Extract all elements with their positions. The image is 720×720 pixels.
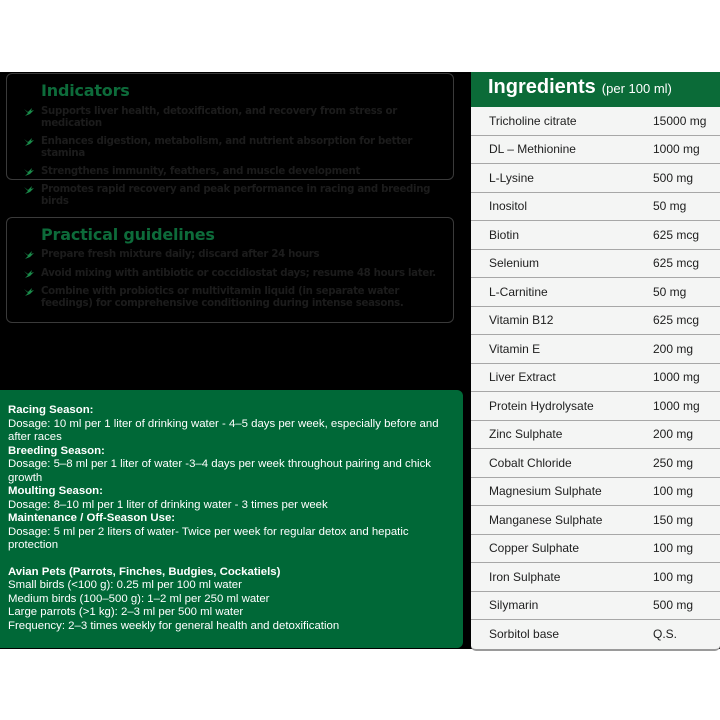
table-row — [471, 392, 720, 421]
table-row — [471, 164, 720, 193]
table-row — [471, 250, 720, 279]
ingredient-name: Cobalt Chloride — [489, 455, 572, 470]
table-row — [471, 335, 720, 364]
ingredient-name: Zinc Sulphate — [489, 427, 563, 442]
bird-bullet-icon — [23, 287, 35, 297]
ingredient-amount: 625 mcg — [653, 227, 700, 242]
table-row — [471, 307, 720, 336]
bird-bullet-icon — [23, 137, 35, 147]
ingredient-name: Vitamin E — [489, 341, 541, 356]
table-row — [471, 506, 720, 535]
bird-bullet-icon — [23, 167, 35, 177]
avian-line: Frequency: 2–3 times weekly for general health and detoxification — [8, 619, 340, 632]
ingredient-amount: 1000 mg — [653, 142, 700, 157]
maintenance-text: Dosage: 5 ml per 2 liters of water- Twice per week for regular detox and hepatic protection — [8, 525, 409, 551]
list-item: Prepare fresh mixture daily; discard after 24 hours — [19, 249, 447, 261]
table-row — [471, 364, 720, 393]
ingredient-amount: 1000 mg — [653, 370, 700, 385]
ingredient-amount: 1000 mg — [653, 398, 700, 413]
table-row — [471, 107, 720, 136]
list-item: Avoid mixing with antibiotic or coccidiostat days; resume 48 hours later. — [19, 268, 447, 280]
ingredient-amount: 15000 mg — [653, 113, 707, 128]
bird-bullet-icon — [23, 107, 35, 117]
ingredients-panel — [471, 72, 720, 649]
ingredient-amount: 500 mg — [653, 598, 694, 613]
avian-line: Large parrots (>1 kg): 2–3 ml per 500 ml water — [8, 606, 244, 618]
bird-bullet-icon — [23, 269, 35, 279]
bird-bullet-icon — [23, 250, 35, 260]
list-item: Combine with probiotics or multivitamin liquid (in separate water feedings) for comprehensive conditioning during intense seasons. — [19, 286, 447, 310]
list-item: Enhances digestion, metabolism, and nutrient absorption for better stamina — [19, 136, 447, 160]
table-row — [471, 449, 720, 478]
ingredient-name: Inositol — [489, 199, 528, 214]
ingredient-name: Iron Sulphate — [489, 569, 561, 584]
ingredient-name: L-Lysine — [489, 170, 534, 185]
ingredient-amount: 200 mg — [653, 341, 694, 356]
list-item: Promotes rapid recovery and peak performance in racing and breeding birds — [19, 184, 447, 208]
avian-line: Medium birds (100–500 g): 1–2 ml per 250 ml water — [8, 592, 270, 605]
ingredient-amount: Q.S. — [653, 627, 678, 642]
table-row — [471, 221, 720, 250]
table-row — [471, 592, 720, 621]
ingredient-amount: 250 mg — [653, 455, 694, 470]
ingredients-header — [471, 72, 720, 107]
ingredient-amount: 100 mg — [653, 541, 694, 556]
indicators-list — [19, 106, 447, 214]
ingredient-amount: 100 mg — [653, 569, 694, 584]
ingredient-name: Sorbitol base — [489, 627, 560, 642]
table-row — [471, 535, 720, 564]
breeding-season-heading: Breeding Season: — [8, 444, 105, 457]
spacer — [8, 553, 455, 566]
indicators-panel — [6, 73, 454, 207]
avian-pets-heading: Avian Pets (Parrots, Finches, Budgies, Cockatiels) — [8, 565, 281, 578]
ingredient-name: L-Carnitine — [489, 284, 548, 299]
ingredients-table — [471, 107, 720, 651]
guidelines-title: Practical guidelines — [41, 225, 215, 244]
ingredient-amount: 625 mcg — [653, 313, 700, 328]
ingredient-name: Tricholine citrate — [489, 113, 577, 128]
bird-bullet-icon — [23, 185, 35, 195]
ingredients-subtitle: (per 100 ml) — [601, 81, 672, 96]
table-row — [471, 563, 720, 592]
moulting-season-text: Dosage: 8–10 ml per 1 liter of drinking water - 3 times per week — [8, 498, 328, 511]
dosage-panel — [0, 390, 463, 648]
guidelines-list — [19, 249, 447, 317]
ingredient-name: Liver Extract — [489, 370, 556, 385]
ingredient-name: DL – Methionine — [489, 142, 576, 157]
table-row — [471, 193, 720, 222]
moulting-season-heading: Moulting Season: — [8, 485, 103, 497]
table-row — [471, 478, 720, 507]
ingredient-name: Magnesium Sulphate — [489, 484, 602, 499]
breeding-season-text: Dosage: 5–8 ml per 1 liter of water -3–4 days per week throughout pairing and chick growth — [8, 458, 431, 484]
ingredient-name: Vitamin B12 — [489, 313, 554, 328]
guidelines-panel — [6, 217, 454, 323]
list-item: Supports liver health, detoxification, and recovery from stress or medication — [19, 106, 447, 130]
ingredient-amount: 50 mg — [653, 199, 687, 214]
racing-season-text: Dosage: 10 ml per 1 liter of drinking water - 4–5 days per week, especially before and after races — [8, 417, 439, 443]
list-item: Strengthens immunity, feathers, and muscle development — [19, 166, 447, 178]
table-row — [471, 278, 720, 307]
ingredient-name: Protein Hydrolysate — [489, 398, 594, 413]
ingredient-name: Selenium — [489, 256, 540, 271]
racing-season-heading: Racing Season: — [8, 404, 94, 416]
ingredient-name: Manganese Sulphate — [489, 512, 603, 527]
ingredient-amount: 200 mg — [653, 427, 694, 442]
ingredient-name: Silymarin — [489, 598, 539, 613]
maintenance-heading: Maintenance / Off-Season Use: — [8, 512, 176, 524]
avian-line: Small birds (<100 g): 0.25 ml per 100 ml water — [8, 579, 242, 591]
ingredient-amount: 150 mg — [653, 512, 694, 527]
ingredient-amount: 500 mg — [653, 170, 694, 185]
ingredient-amount: 100 mg — [653, 484, 694, 499]
table-row — [471, 421, 720, 450]
indicators-title: Indicators — [41, 81, 130, 100]
ingredient-amount: 50 mg — [653, 284, 687, 299]
ingredient-name: Copper Sulphate — [489, 541, 580, 556]
ingredient-name: Biotin — [489, 227, 520, 242]
table-row — [471, 136, 720, 165]
ingredients-title: Ingredients — [488, 76, 596, 98]
ingredient-amount: 625 mcg — [653, 256, 700, 271]
table-row — [471, 620, 720, 649]
